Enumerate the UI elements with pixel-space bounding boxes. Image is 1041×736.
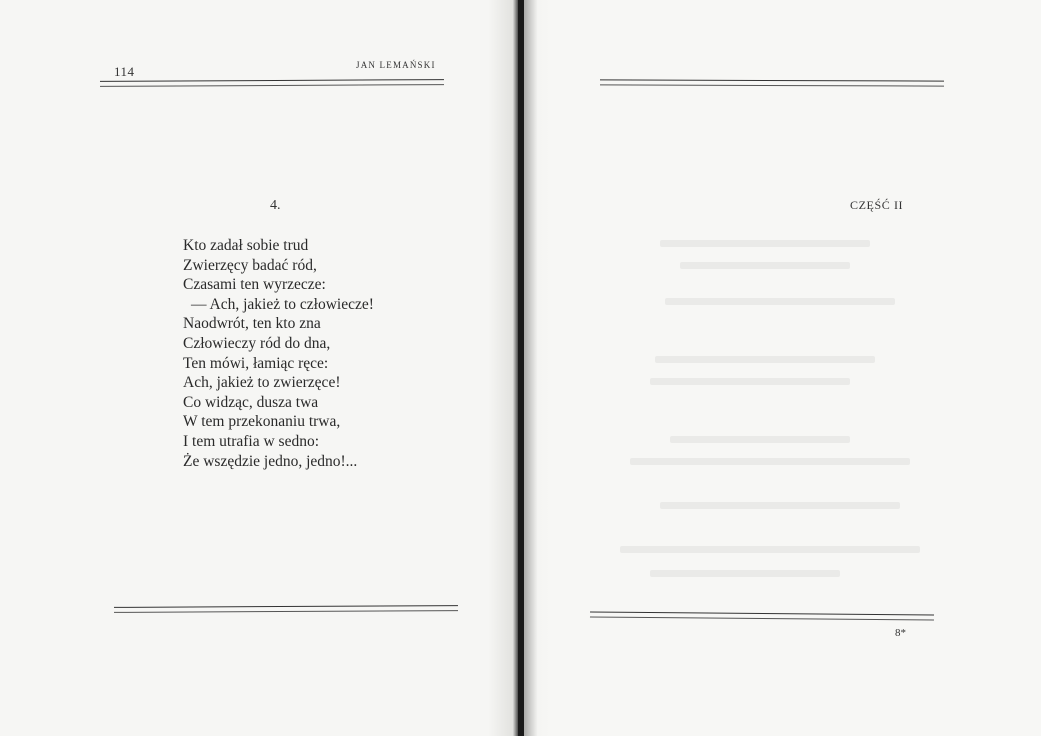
header-rule xyxy=(100,79,444,87)
gutter xyxy=(518,0,524,736)
bleed-through xyxy=(655,356,875,363)
bleed-through xyxy=(665,298,895,305)
poem-line: Ten mówi, łamiąc ręce: xyxy=(183,354,329,372)
running-head: JAN LEMAŃSKI xyxy=(356,60,436,70)
footer-rule xyxy=(114,605,458,613)
footer-rule xyxy=(590,611,934,620)
poem-line: Czasami ten wyrzecze: xyxy=(183,276,326,294)
bleed-through xyxy=(660,502,900,509)
header-rule xyxy=(600,79,944,86)
part-heading: CZĘŚĆ II xyxy=(850,198,904,212)
poem-line: Zwierzęcy badać ród, xyxy=(183,256,317,274)
bleed-through xyxy=(620,546,920,553)
poem-line: Że wszędzie jedno, jedno!... xyxy=(183,452,358,470)
poem xyxy=(183,236,374,471)
poem-line: Człowieczy ród do dna, xyxy=(183,334,331,352)
signature-mark: 8* xyxy=(895,627,906,639)
left-page xyxy=(0,0,520,736)
bleed-through xyxy=(650,378,850,385)
poem-line: W tem przekonaniu trwa, xyxy=(183,413,341,431)
bleed-through xyxy=(630,458,910,465)
poem-line: I tem utrafia w sedno: xyxy=(183,432,320,450)
bleed-through xyxy=(660,240,870,247)
poem-line: Naodwrót, ten kto zna xyxy=(183,315,321,333)
bleed-through xyxy=(680,262,850,269)
poem-line: — Ach, jakież to człowiecze! xyxy=(191,295,374,313)
page-number: 114 xyxy=(114,64,135,79)
section-number: 4. xyxy=(270,198,281,213)
bleed-through xyxy=(670,436,850,443)
bleed-through xyxy=(650,570,840,577)
poem-line: Co widząc, dusza twa xyxy=(183,393,319,411)
right-page xyxy=(520,0,1041,736)
poem-line: Kto zadał sobie trud xyxy=(183,237,309,254)
poem-line: Ach, jakież to zwierzęce! xyxy=(183,374,341,392)
